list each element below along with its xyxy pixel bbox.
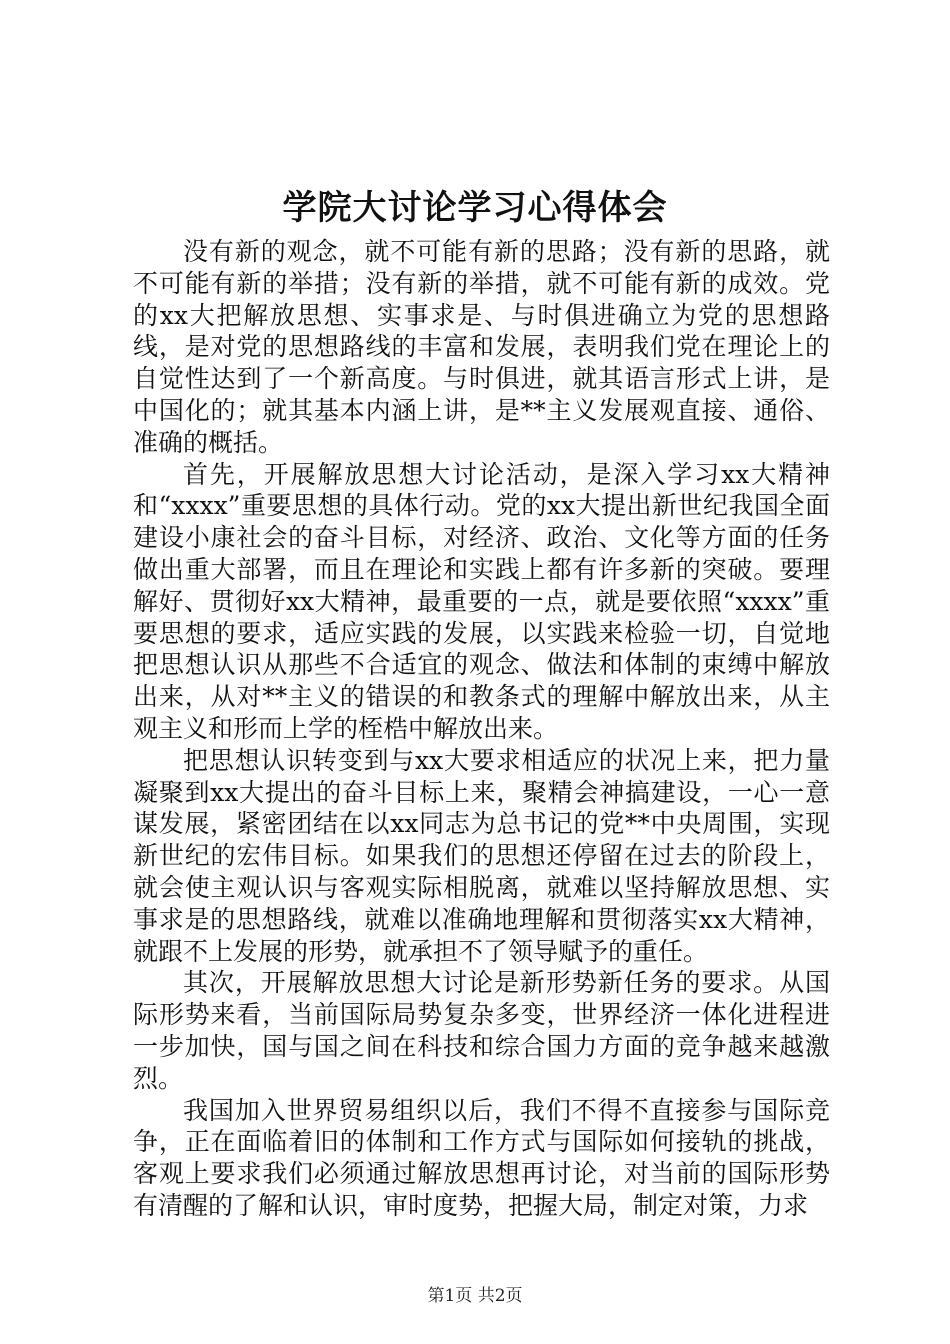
document-body (133, 236, 830, 1222)
paragraph-5: 我国加入世界贸易组织以后，我们不得不直接参与国际竞争，正在面临着旧的体制和工作方式与国际如何接轨的挑战，客观上要求我们必须通过解放思想再讨论，对当前的国际形势有清醒的了解和认识，审时度势，把握大局，制定对策，力求 (133, 1095, 830, 1220)
paragraph-2: 首先，开展解放思想大讨论活动，是深入学习xx大精神和“xxxx”重要思想的具体行动。党的xx大提出新世纪我国全面建设小康社会的奋斗目标，对经济、政治、文化等方面的任务做出重大部署，而且在理论和实践上都有许多新的突破。要理解好、贯彻好xx大精神，最重要的一点，就是要依照“xxxx”重要思想的要求，适应实践的发展，以实践来检验一切，自觉地把思想认识从那些不合适宜的观念、做法和体制的束缚中解放出来，从对**主义的错误的和教条式的理解中解放出来，从主观主义和形而上学的桎梏中解放出来。 (133, 459, 830, 743)
page-footer: 第1页 共2页 (427, 1286, 523, 1306)
document-title: 学院大讨论学习心得体会 (282, 188, 668, 228)
paragraph-3: 把思想认识转变到与xx大要求相适应的状况上来，把力量凝聚到xx大提出的奋斗目标上来，聚精会神搞建设，一心一意谋发展，紧密团结在以xx同志为总书记的党**中央周围，实现新世纪的宏伟目标。如果我们的思想还停留在过去的阶段上，就会使主观认识与客观实际相脱离，就难以坚持解放思想、实事求是的思想路线，就难以准确地理解和贯彻落实xx大精神，就跟不上发展的形势，就承担不了领导赋予的重任。 (133, 745, 830, 966)
paragraph-1: 没有新的观念，就不可能有新的思路；没有新的思路，就不可能有新的举措；没有新的举措，就不可能有新的成效。党的xx大把解放思想、实事求是、与时俱进确立为党的思想路线，是对党的思想路线的丰富和发展，表明我们党在理论上的自觉性达到了一个新高度。与时俱进，就其语言形式上讲，是中国化的；就其基本内涵上讲，是**主义发展观直接、通俗、准确的概括。 (133, 237, 830, 457)
paragraph-4: 其次，开展解放思想大讨论是新形势新任务的要求。从国际形势来看，当前国际局势复杂多变，世界经济一体化进程进一步加快，国与国之间在科技和综合国力方面的竞争越来越激烈。 (133, 968, 830, 1093)
